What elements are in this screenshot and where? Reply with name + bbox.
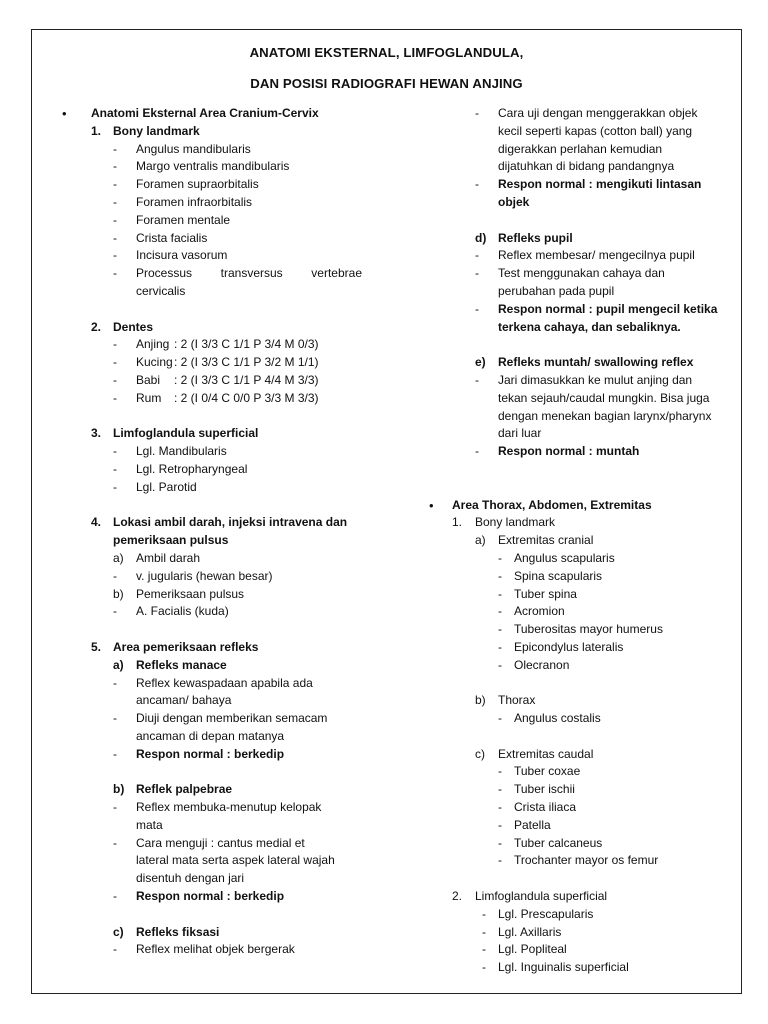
list-item-cont: ancaman/ bahaya: [136, 693, 232, 708]
dentes-row: - Anjing : 2 (I 3/3 C 1/1 P 3/4 M 0/3): [113, 337, 319, 352]
list-item: - Diuji dengan memberikan semacam: [113, 711, 328, 726]
list-item-cont: ancaman di depan matanya: [136, 728, 285, 743]
list-item: - Crista iliaca: [498, 800, 577, 815]
list-item: - Tuber ischii: [498, 782, 575, 797]
list-item-cont: perubahan pada pupil: [498, 283, 615, 298]
left-column: [62, 105, 362, 959]
list-item: - Spina scapularis: [498, 568, 603, 583]
list-item: - Acromion: [498, 604, 565, 619]
list-item: - Lgl. Retropharyngeal: [113, 461, 248, 476]
sub-heading: c) Extremitas caudal: [475, 746, 594, 761]
numbered-heading: 1. Bony landmark: [91, 123, 200, 138]
list-item: - Respon normal : pupil mengecil ketika: [475, 301, 718, 316]
list-item: - Tuber spina: [498, 586, 577, 601]
list-item: - Reflex membuka-menutup kelopak: [113, 800, 322, 815]
sub-heading: e) Refleks muntah/ swallowing reflex: [475, 355, 694, 370]
list-item: - Margo ventralis mandibularis: [113, 159, 290, 174]
doc-title-line-2: DAN POSISI RADIOGRAFI HEWAN ANJING: [250, 76, 523, 91]
sub-heading: d) Refleks pupil: [475, 230, 573, 245]
numbered-heading: 4. Lokasi ambil darah, injeksi intravena dan: [91, 515, 348, 530]
dentes-row: - Babi : 2 (I 3/3 C 1/1 P 4/4 M 3/3): [113, 372, 319, 387]
doc-title-line-1: ANATOMI EKSTERNAL, LIMFOGLANDULA,: [249, 45, 524, 60]
list-item: - Patella: [498, 817, 551, 832]
numbered-heading: 2. Limfoglandula superficial: [452, 889, 608, 904]
list-item: - Lgl. Popliteal: [482, 942, 567, 957]
dentes-row: - Kucing: 2 (I 3/3 C 1/1 P 3/2 M 1/1): [113, 355, 319, 370]
numbered-heading: 2. Dentes: [91, 319, 154, 334]
list-item-cont: disentuh dengan jari: [136, 871, 245, 886]
sub-heading: a) Ambil darah: [113, 550, 201, 565]
list-item-cont: kecil seperti kapas (cotton ball) yang: [498, 123, 693, 138]
list-item: - Processus transversus vertebrae cervicalis: [113, 266, 362, 298]
list-item-cont: terkena cahaya, dan sebaliknya.: [498, 319, 681, 334]
list-item: - Olecranon: [498, 657, 570, 672]
list-item-cont: tekan sejauh/caudal mungkin. Bisa juga: [498, 390, 710, 405]
bullet-icon: •: [62, 106, 67, 121]
sub-heading: c) Refleks fiksasi: [113, 924, 220, 939]
list-item-cont: mata: [136, 817, 163, 832]
list-item: - Cara uji dengan menggerakkan objek: [475, 106, 698, 120]
list-item: - Reflex membesar/ mengecilnya pupil: [475, 248, 695, 263]
list-item-cont: objek: [498, 194, 530, 209]
list-item: - Tuberositas mayor humerus: [498, 622, 663, 637]
list-item: - Foramen supraorbitalis: [113, 177, 259, 192]
sub-heading: b) Reflek palpebrae: [113, 782, 233, 797]
list-item: - Trochanter mayor os femur: [498, 853, 659, 868]
section-heading: • Anatomi Eksternal Area Cranium-Cervix: [62, 106, 319, 121]
list-item-cont: dari luar: [498, 426, 542, 441]
right-column: [420, 105, 724, 977]
list-item: - Tuber coxae: [498, 764, 581, 779]
list-item: - v. jugularis (hewan besar): [113, 568, 273, 583]
sub-heading: b) Pemeriksaan pulsus: [113, 586, 245, 601]
list-item: - Lgl. Axillaris: [482, 924, 562, 939]
heading-continuation: pemeriksaan pulsus: [113, 533, 229, 548]
numbered-heading: 5. Area pemeriksaan refleks: [91, 639, 259, 654]
list-item: - Cara menguji : cantus medial et: [113, 835, 305, 850]
sub-heading: a) Extremitas cranial: [475, 533, 594, 548]
list-item-cont: lateral mata serta aspek lateral wajah: [136, 853, 335, 868]
list-item: - Jari dimasukkan ke mulut anjing dan: [475, 372, 693, 387]
numbered-heading: 3. Limfoglandula superficial: [91, 426, 259, 441]
list-item: - Lgl. Parotid: [113, 479, 197, 494]
list-item: - Incisura vasorum: [113, 248, 228, 263]
list-item: - Reflex melihat objek bergerak: [113, 942, 295, 957]
list-item: - Respon normal : mengikuti lintasan: [475, 177, 702, 192]
bullet-icon: •: [429, 497, 434, 513]
section-heading: • Area Thorax, Abdomen, Extremitas: [429, 497, 652, 513]
list-item: - Test menggunakan cahaya dan: [475, 266, 665, 281]
numbered-heading: 1. Bony landmark: [452, 515, 556, 530]
list-item: - Respon normal : berkedip: [113, 746, 285, 761]
list-item: - Epicondylus lateralis: [498, 639, 624, 654]
list-item-cont: digerakkan perlahan kemudian: [498, 141, 663, 156]
list-item: - Respon normal : muntah: [475, 444, 640, 459]
list-item: - Lgl. Mandibularis: [113, 444, 227, 459]
sub-heading: a) Refleks manace: [113, 657, 227, 672]
list-item: - Lgl. Inguinalis superficial: [482, 960, 629, 975]
list-item: - Angulus mandibularis: [113, 141, 251, 156]
list-item-cont: dengan menekan bagian larynx/pharynx: [498, 408, 712, 423]
list-item: - Angulus costalis: [498, 711, 601, 726]
sub-heading: b) Thorax: [475, 693, 536, 708]
dentes-row: - Rum : 2 (I 0/4 C 0/0 P 3/3 M 3/3): [113, 390, 319, 405]
list-item: - Reflex kewaspadaan apabila ada: [113, 675, 313, 690]
list-item: - Crista facialis: [113, 230, 208, 245]
list-item: - Angulus scapularis: [498, 550, 615, 565]
list-item: - Foramen infraorbitalis: [113, 194, 253, 209]
list-item: - Respon normal : berkedip: [113, 889, 285, 904]
list-item: - Tuber calcaneus: [498, 835, 603, 850]
list-item-cont: dijatuhkan di bidang pandangnya: [498, 159, 675, 174]
list-item: - Foramen mentale: [113, 212, 231, 227]
list-item: - A. Facialis (kuda): [113, 604, 229, 619]
list-item: - Lgl. Prescapularis: [482, 906, 594, 921]
